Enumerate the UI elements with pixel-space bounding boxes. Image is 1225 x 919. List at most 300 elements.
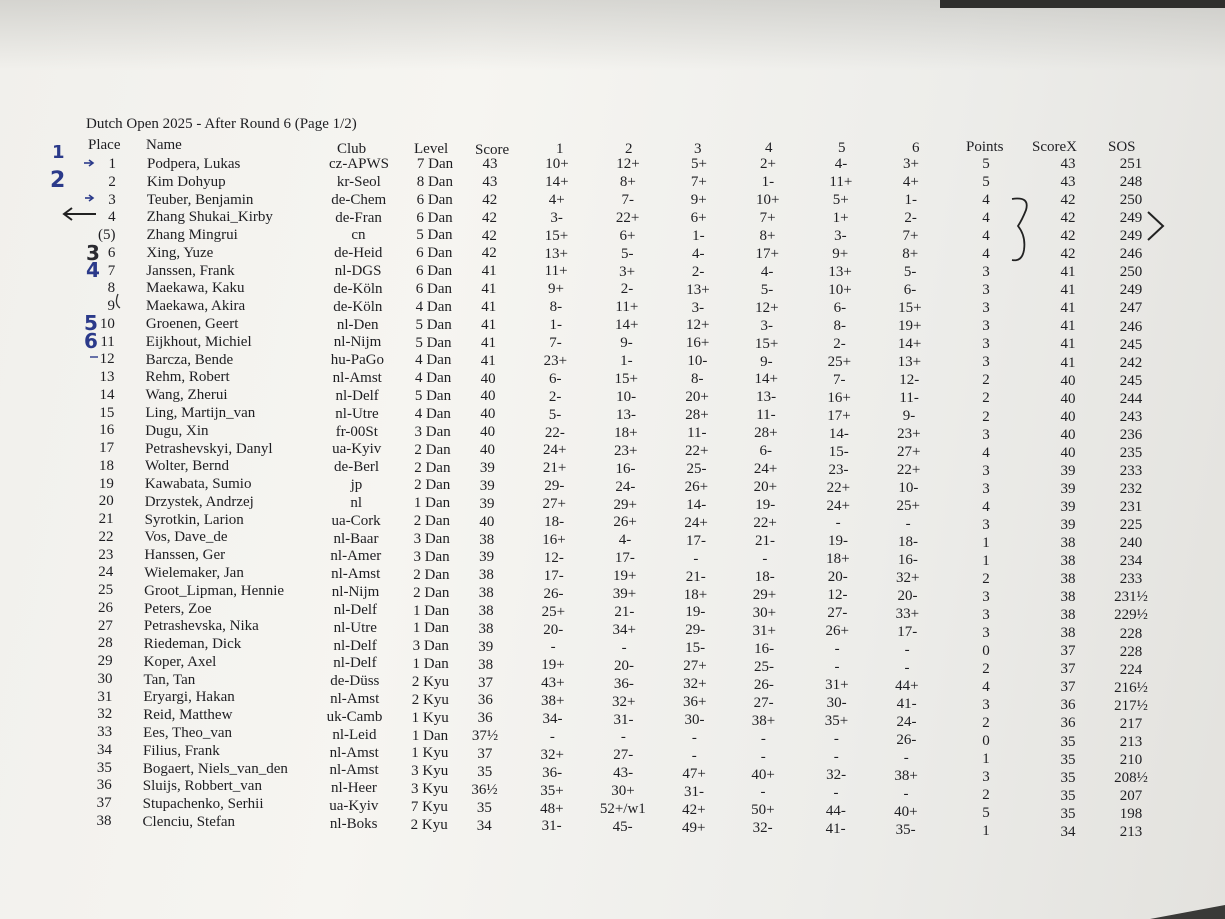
round-2-cell: 9-: [620, 335, 633, 352]
place-cell: 1: [108, 156, 116, 172]
place-cell: 37: [96, 795, 112, 811]
scorex-cell: 39: [1060, 498, 1076, 515]
round-1-cell: 13+: [544, 245, 568, 262]
score-cell: 36½: [471, 781, 498, 798]
sos-cell: 228: [1119, 643, 1143, 660]
scorex-cell: 41: [1060, 318, 1076, 335]
round-2-cell: 27-: [613, 747, 634, 764]
points-cell: 5: [982, 156, 990, 172]
place-cell: 25: [98, 582, 114, 598]
round-5-cell: 25+: [827, 353, 852, 370]
round-3-cell: 18+: [683, 586, 708, 603]
club-cell: nl-Amer: [330, 548, 382, 565]
round-2-cell: 23+: [613, 442, 638, 459]
club-cell: de-Köln: [333, 280, 383, 297]
scorex-cell: 39: [1060, 462, 1076, 479]
round-4-cell: 15+: [754, 335, 779, 352]
club-cell: nl-Amst: [332, 370, 382, 387]
sos-cell: 248: [1119, 174, 1143, 191]
place-cell: 2: [108, 173, 116, 190]
points-cell: 3: [982, 336, 990, 353]
round-4-cell: 8+: [759, 227, 776, 244]
points-cell: 3: [982, 318, 990, 335]
round-2-cell: 31-: [613, 711, 634, 728]
score-cell: 42: [482, 209, 498, 226]
round-6-cell: 2-: [904, 209, 917, 226]
score-cell: 34: [476, 817, 492, 834]
score-cell: 43: [482, 156, 498, 172]
round-1-cell: 25+: [541, 603, 566, 620]
level-cell: 1 Dan: [411, 727, 449, 744]
sos-cell: 231½: [1114, 589, 1148, 606]
round-1-cell: 1-: [549, 317, 562, 334]
place-cell: 6: [107, 244, 116, 261]
level-cell: 3 Dan: [412, 638, 449, 655]
round-2-cell: 18+: [614, 424, 638, 441]
round-1-cell: 23+: [543, 352, 568, 369]
place-cell: (5): [98, 227, 116, 243]
round-4-cell: 25-: [753, 658, 774, 675]
round-4-cell: -: [760, 784, 766, 801]
round-4-cell: -: [760, 730, 766, 747]
round-4-cell: 18-: [754, 569, 775, 585]
round-5-cell: 44-: [825, 803, 846, 820]
name-cell: Syrotkin, Larion: [144, 511, 244, 528]
club-cell: cz-APWS: [329, 156, 389, 172]
score-cell: 40: [480, 424, 496, 441]
round-6-cell: -: [903, 749, 909, 766]
place-cell: 34: [97, 741, 113, 758]
round-2-cell: 10-: [616, 388, 637, 405]
scorex-cell: 38: [1060, 589, 1076, 606]
round-1-cell: 3-: [550, 209, 563, 226]
sos-cell: 246: [1119, 246, 1143, 263]
club-cell: cn: [351, 227, 366, 244]
club-cell: de-Köln: [333, 298, 383, 315]
round-3-cell: 49+: [681, 819, 706, 836]
sos-cell: 249: [1119, 210, 1143, 227]
round-5-cell: -: [835, 515, 841, 532]
sos-cell: 249: [1119, 228, 1143, 245]
round-6-cell: 9-: [902, 407, 916, 424]
round-6-cell: 15+: [898, 299, 922, 316]
scorex-cell: 39: [1060, 480, 1076, 497]
points-cell: 2: [982, 715, 990, 732]
round-3-cell: 26+: [684, 478, 709, 495]
round-2-cell: 22+: [615, 209, 640, 226]
round-6-cell: 38+: [894, 767, 918, 784]
name-cell: Podpera, Lukas: [147, 156, 241, 172]
round-2-cell: 24-: [615, 478, 636, 495]
round-1-cell: 8-: [549, 299, 563, 316]
round-2-cell: 19+: [612, 568, 637, 585]
scorex-cell: 42: [1060, 192, 1076, 209]
round-2-cell: 6+: [619, 227, 636, 244]
scorex-cell: 38: [1060, 607, 1076, 624]
club-cell: de-Chem: [331, 191, 387, 208]
points-cell: 3: [982, 264, 990, 281]
round-6-cell: 41-: [896, 695, 917, 712]
round-1-cell: 38+: [540, 693, 565, 710]
points-cell: 3: [982, 462, 990, 479]
sos-cell: 250: [1119, 264, 1143, 281]
score-cell: 41: [481, 316, 497, 333]
round-3-cell: 13+: [686, 281, 710, 298]
round-2-cell: 36-: [613, 675, 634, 692]
place-cell: 15: [99, 404, 115, 421]
round-5-cell: 41-: [825, 821, 846, 838]
scorex-cell: 37: [1060, 661, 1076, 678]
round-2-cell: 32+: [611, 693, 636, 710]
round-1-cell: 24+: [542, 442, 567, 459]
level-cell: 1 Dan: [412, 620, 450, 637]
name-cell: Janssen, Frank: [146, 262, 235, 279]
round-5-cell: 18+: [826, 551, 850, 568]
left-arrow-icon: [64, 208, 96, 220]
sos-cell: 224: [1119, 661, 1143, 678]
level-cell: 3 Kyu: [411, 763, 449, 780]
round-4-cell: 29+: [752, 586, 777, 603]
sos-cell: 229½: [1114, 607, 1148, 624]
round-4-cell: 14+: [754, 371, 778, 388]
round-6-cell: -: [905, 515, 911, 532]
round-2-cell: 1-: [620, 353, 633, 370]
sos-cell: 234: [1119, 553, 1143, 570]
points-cell: 1: [982, 751, 990, 768]
name-cell: Vos, Dave_de: [144, 529, 228, 546]
place-cell: 20: [98, 493, 114, 510]
points-cell: 1: [982, 552, 990, 569]
points-cell: 3: [982, 606, 990, 623]
name-cell: Barcza, Bende: [145, 351, 234, 368]
round-2-cell: 29+: [613, 496, 637, 513]
round-3-cell: 17-: [685, 532, 706, 549]
round-6-cell: 1-: [904, 191, 917, 208]
arrow-icon: [85, 195, 93, 201]
header-round-5: 5: [838, 140, 846, 156]
name-cell: Peters, Zoe: [144, 600, 212, 617]
scorex-cell: 40: [1060, 408, 1076, 425]
round-2-cell: 30+: [611, 783, 635, 800]
level-cell: 6 Dan: [416, 245, 453, 262]
round-1-cell: 21+: [542, 460, 567, 477]
round-4-cell: 28+: [754, 425, 778, 442]
score-cell: 39: [479, 549, 495, 566]
round-2-cell: -: [621, 639, 627, 656]
scorex-cell: 41: [1060, 354, 1076, 371]
level-cell: 2 Kyu: [411, 691, 449, 708]
place-cell: 36: [96, 777, 112, 794]
club-cell: nl-Amst: [329, 762, 379, 779]
round-5-cell: 3-: [834, 227, 847, 244]
points-cell: 3: [982, 354, 990, 371]
sos-cell: 240: [1119, 535, 1143, 552]
scorex-cell: 38: [1060, 534, 1076, 551]
round-3-cell: 29-: [685, 622, 706, 639]
points-cell: 4: [982, 210, 990, 227]
level-cell: 6 Dan: [416, 209, 453, 226]
club-cell: nl-Heer: [331, 780, 377, 797]
scorex-cell: 38: [1060, 625, 1076, 642]
round-4-cell: 16-: [754, 640, 775, 657]
club-cell: ua-Kyiv: [329, 798, 379, 815]
round-1-cell: 48+: [540, 800, 564, 817]
name-cell: Maekawa, Kaku: [146, 280, 245, 297]
round-5-cell: 8-: [833, 317, 846, 334]
name-cell: Wang, Zherui: [145, 387, 228, 404]
points-cell: 3: [982, 282, 990, 299]
round-4-cell: 5-: [760, 281, 774, 298]
scorex-cell: 41: [1060, 300, 1076, 317]
round-3-cell: 31-: [683, 783, 704, 800]
header-place: Place: [88, 137, 121, 153]
name-cell: Reid, Matthew: [143, 707, 233, 724]
name-cell: Petrashevskyi, Danyl: [145, 440, 273, 457]
round-1-cell: 15+: [544, 227, 569, 244]
place-cell: 35: [96, 759, 112, 776]
scorex-cell: 40: [1060, 444, 1076, 461]
score-cell: 42: [481, 227, 497, 244]
round-2-cell: 11+: [615, 299, 639, 316]
points-cell: 3: [982, 588, 990, 605]
level-cell: 1 Kyu: [411, 709, 449, 726]
points-cell: 0: [982, 733, 990, 750]
round-3-cell: -: [693, 550, 699, 567]
name-cell: Bogaert, Niels_van_den: [142, 760, 288, 777]
header-round-4: 4: [765, 140, 773, 156]
round-2-cell: 2-: [620, 281, 634, 298]
round-4-cell: 12+: [755, 299, 779, 316]
round-2-cell: 14+: [614, 317, 639, 334]
round-5-cell: 10+: [828, 281, 852, 298]
name-cell: Filius, Frank: [143, 742, 220, 759]
score-cell: 35: [477, 763, 493, 780]
round-5-cell: 7-: [833, 371, 846, 388]
sos-cell: 246: [1119, 318, 1143, 335]
level-cell: 2 Kyu: [410, 816, 448, 833]
round-1-cell: 35+: [540, 782, 564, 799]
round-5-cell: 30-: [826, 695, 847, 712]
round-6-cell: 20-: [897, 587, 918, 604]
round-1-cell: 6-: [549, 370, 562, 387]
score-cell: 38: [478, 567, 494, 584]
sos-cell: 225: [1119, 517, 1143, 534]
place-cell: 18: [98, 457, 114, 474]
name-cell: Xing, Yuze: [146, 244, 214, 261]
header-round-2: 2: [625, 141, 633, 157]
name-cell: Zhang Shukai_Kirby: [146, 209, 273, 226]
round-3-cell: 5+: [691, 156, 707, 172]
round-4-cell: 19-: [755, 497, 776, 514]
level-cell: 8 Dan: [416, 173, 453, 190]
name-cell: Kawabata, Sumio: [144, 476, 252, 493]
header-name: Name: [146, 137, 182, 153]
round-2-cell: 45-: [612, 819, 633, 836]
club-cell: nl: [350, 494, 363, 511]
round-3-cell: 15-: [685, 640, 706, 657]
points-cell: 2: [982, 372, 990, 389]
score-cell: 38: [478, 603, 494, 620]
points-cell: 4: [982, 498, 990, 515]
place-cell: 27: [97, 617, 113, 634]
level-cell: 2 Dan: [414, 477, 451, 494]
points-cell: 3: [982, 516, 990, 533]
name-cell: Tan, Tan: [143, 671, 196, 688]
level-cell: 3 Kyu: [410, 781, 449, 798]
round-4-cell: 6-: [759, 443, 772, 460]
round-4-cell: 22+: [753, 515, 777, 532]
round-6-cell: 5-: [903, 263, 917, 280]
round-6-cell: 11-: [899, 389, 919, 406]
round-5-cell: -: [834, 659, 840, 676]
level-cell: 2 Kyu: [411, 673, 450, 690]
round-3-cell: 3-: [691, 299, 705, 316]
club-cell: jp: [350, 477, 363, 494]
round-5-cell: 2-: [833, 335, 846, 352]
sos-cell: 235: [1119, 444, 1143, 461]
score-cell: 41: [481, 281, 497, 298]
sos-cell: 242: [1119, 354, 1143, 371]
points-cell: 3: [982, 697, 990, 714]
round-2-cell: 21-: [614, 604, 635, 621]
round-1-cell: -: [549, 728, 555, 745]
round-4-cell: 31+: [752, 622, 776, 639]
scorex-cell: 42: [1060, 228, 1076, 245]
round-5-cell: 26+: [825, 623, 849, 640]
club-cell: nl-Delf: [333, 637, 377, 654]
round-5-cell: -: [834, 641, 840, 658]
scorex-cell: 40: [1060, 426, 1076, 443]
round-3-cell: 28+: [685, 407, 709, 424]
points-cell: 4: [982, 444, 990, 461]
points-cell: 3: [982, 769, 990, 786]
score-cell: 37½: [471, 728, 499, 745]
sos-cell: 236: [1119, 426, 1143, 443]
points-cell: 2: [982, 787, 990, 804]
level-cell: 6 Dan: [416, 191, 453, 208]
place-cell: 12: [99, 351, 115, 368]
score-cell: 38: [478, 656, 494, 673]
round-2-cell: 39+: [612, 586, 637, 603]
level-cell: 1 Dan: [412, 602, 450, 619]
sos-cell: 228: [1119, 625, 1143, 642]
scorex-cell: 42: [1060, 210, 1076, 227]
round-5-cell: 12-: [827, 587, 848, 604]
name-cell: Kim Dohyup: [146, 173, 226, 190]
club-cell: nl-Leid: [332, 726, 377, 743]
round-2-cell: 5-: [621, 245, 634, 262]
round-4-cell: 7+: [759, 209, 776, 226]
round-6-cell: 33+: [895, 605, 920, 622]
club-cell: ua-Cork: [331, 512, 381, 529]
round-2-cell: 34+: [612, 621, 636, 638]
round-4-cell: -: [760, 748, 766, 765]
round-6-cell: 32+: [895, 569, 920, 586]
points-cell: 4: [982, 679, 990, 696]
handwritten-mark-3: 3: [86, 241, 100, 265]
sos-cell: 216½: [1114, 679, 1148, 696]
score-cell: 36: [477, 692, 493, 709]
round-3-cell: 12+: [685, 317, 710, 334]
score-cell: 39: [478, 638, 494, 655]
scorex-cell: 36: [1060, 715, 1076, 732]
round-6-cell: 24-: [896, 713, 917, 730]
round-3-cell: 42+: [682, 801, 706, 818]
round-6-cell: 4+: [902, 173, 919, 190]
place-cell: 4: [108, 209, 116, 226]
place-cell: 24: [98, 564, 114, 581]
points-cell: 5: [982, 174, 990, 191]
round-6-cell: 44+: [895, 677, 919, 694]
round-4-cell: 24+: [753, 461, 778, 478]
round-2-cell: 7-: [621, 191, 634, 208]
points-cell: 1: [982, 823, 990, 840]
sos-cell: 232: [1119, 481, 1143, 498]
score-cell: 40: [480, 406, 496, 423]
points-cell: 3: [982, 300, 990, 317]
handwritten-mark-6: 6: [84, 329, 98, 353]
round-3-cell: 22+: [684, 443, 709, 460]
round-1-cell: 17-: [543, 567, 564, 584]
round-2-cell: 16-: [615, 460, 636, 477]
level-cell: 7 Kyu: [410, 798, 448, 815]
arrow-icon: [84, 160, 93, 166]
sos-cell: 244: [1119, 390, 1143, 407]
level-cell: 3 Dan: [414, 423, 451, 440]
brace-icon: [1012, 198, 1027, 260]
round-1-cell: 43+: [541, 675, 565, 692]
score-cell: 43: [482, 173, 498, 190]
place-cell: 26: [98, 599, 113, 616]
round-1-cell: 34-: [542, 711, 563, 728]
header-score: Score: [475, 142, 510, 158]
round-4-cell: 10+: [755, 191, 780, 208]
club-cell: de-Heid: [334, 245, 383, 262]
round-3-cell: 11-: [687, 425, 707, 442]
points-cell: 3: [982, 624, 990, 641]
round-1-cell: 12-: [543, 549, 564, 566]
name-cell: Groenen, Geert: [145, 316, 239, 333]
level-cell: 4 Dan: [415, 352, 452, 369]
round-1-cell: 36-: [542, 764, 563, 781]
round-6-cell: 19+: [897, 317, 922, 334]
score-cell: 35: [476, 799, 492, 816]
name-cell: Eryargi, Hakan: [143, 689, 235, 706]
place-cell: 16: [99, 422, 115, 439]
round-4-cell: 26-: [753, 676, 774, 693]
header-scorex: ScoreX: [1032, 139, 1077, 155]
club-cell: hu-PaGo: [330, 352, 385, 369]
sos-cell: 210: [1119, 751, 1143, 768]
round-6-cell: 14+: [897, 335, 922, 352]
points-cell: 3: [982, 426, 990, 443]
round-4-cell: 3-: [760, 317, 773, 334]
level-cell: 1 Dan: [413, 495, 451, 512]
round-5-cell: 1+: [832, 209, 849, 226]
club-cell: kr-Seol: [336, 173, 381, 190]
club-cell: nl-Delf: [333, 655, 377, 672]
round-5-cell: 22+: [826, 479, 851, 496]
round-3-cell: 9+: [690, 191, 707, 208]
round-4-cell: 4-: [760, 263, 774, 280]
round-5-cell: 16+: [827, 389, 851, 406]
round-1-cell: 5-: [548, 406, 562, 423]
round-4-cell: 13-: [756, 389, 777, 406]
scorex-cell: 43: [1060, 156, 1076, 172]
round-2-cell: 43-: [613, 765, 634, 782]
sos-cell: 233: [1119, 462, 1143, 479]
sos-cell: 243: [1119, 408, 1143, 425]
